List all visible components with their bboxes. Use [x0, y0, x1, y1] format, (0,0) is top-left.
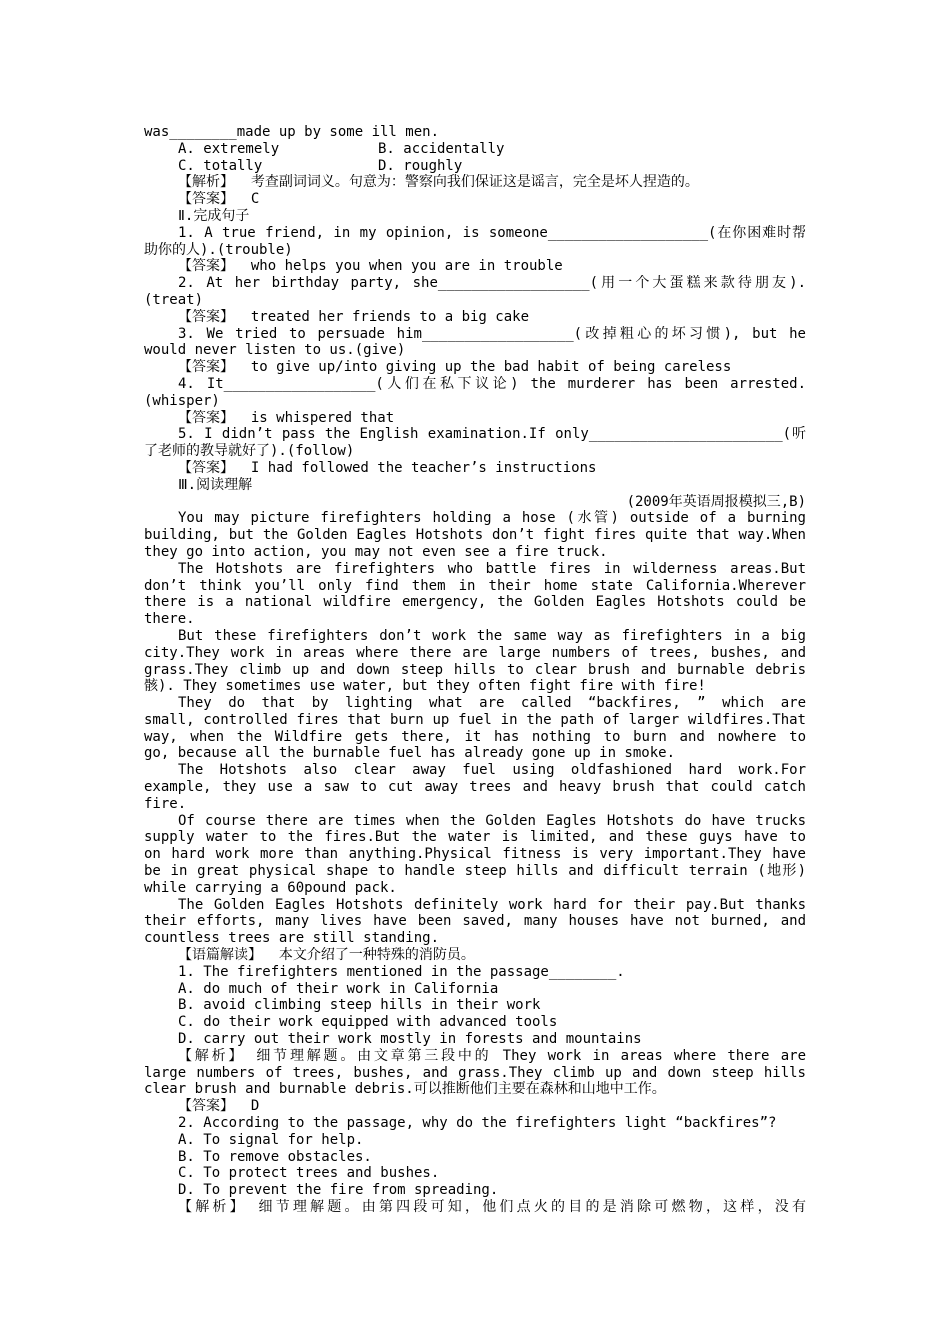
sentence-item-cont: 了老师的教导就好了).(follow)	[144, 443, 355, 460]
passage-line: building, but the Golden Eagles Hotshots don’t fight fires quite that way.When	[144, 527, 806, 544]
sentence-item: 4. It__________________(人们在私下议论) the murderer has been arrested.	[178, 375, 806, 392]
answer: 【答案】 D	[178, 1098, 260, 1115]
option-a: A. extremely	[178, 140, 280, 157]
passage-summary: 【语篇解读】 本文介绍了一种特殊的消防员。	[178, 947, 475, 964]
sentence-item-cont: would never listen to us.(give)	[144, 342, 406, 359]
option-d: D. To prevent the fire from spreading.	[178, 1182, 499, 1199]
passage-line: way, when the Wildfire gets there, it has nothing to burn and nowhere to	[144, 728, 806, 745]
option-row	[144, 141, 806, 158]
question-stem-tail: was________made up by some ill men.	[144, 124, 440, 140]
section-heading: Ⅱ.完成句子	[178, 207, 250, 224]
answer: 【答案】 is whispered that	[178, 409, 395, 426]
option-row	[144, 158, 806, 175]
passage-line: The Hotshots also clear away fuel using oldfashioned hard work.For	[178, 762, 806, 779]
passage-line: don’t think you’ll only find them in their home state California.Wherever	[144, 577, 806, 594]
answer: 【答案】 I had followed the teacher’s instructions	[178, 459, 597, 476]
sentence-item: 2. At her birthday party, she__________________(用一个大蛋糕来款待朋友).	[178, 275, 806, 292]
passage-line: example, they use a saw to cut away trees and heavy brush that could catch	[144, 779, 806, 796]
passage-line: They do that by lighting what are called “backfires, ” which are	[178, 695, 806, 712]
passage-source: (2009年英语周报模拟三,B)	[626, 493, 806, 510]
passage-line: their efforts, many lives have been saved, many houses have not burned, and	[144, 913, 806, 930]
passage-line: Of course there are times when the Golden Eagles Hotshots do have trucks	[178, 812, 806, 829]
analysis: 【解析】 细节理解题。由第四段可知，他们点火的目的是消除可燃物，这样，没有	[178, 1199, 806, 1215]
question-stem: 1. The firefighters mentioned in the passage________.	[178, 963, 625, 980]
section-heading: Ⅲ.阅读理解	[178, 476, 253, 493]
option-b: B. To remove obstacles.	[178, 1148, 372, 1165]
sentence-item-cont: (treat)	[144, 291, 204, 308]
passage-line: You may picture firefighters holding a hose (水管) outside of a burning	[178, 510, 806, 527]
passage-line: they go into action, you may not even see a fire truck.	[144, 543, 608, 560]
passage-line: there.	[144, 611, 195, 628]
answer: 【答案】 treated her friends to a big cake	[178, 308, 530, 325]
passage-line: The Golden Eagles Hotshots definitely work hard for their pay.But thanks	[178, 896, 806, 913]
answer: 【答案】 who helps you when you are in trouble	[178, 258, 563, 275]
passage-line: there is a national wildfire emergency, the Golden Eagles Hotshots could be	[144, 594, 806, 611]
passage-line: grass.They climb up and down steep hills to clear brush and burnable debris	[144, 661, 806, 678]
option-a: A. do much of their work in California	[178, 980, 499, 997]
passage-line: small, controlled fires that burn up fuel in the path of larger wildfires.That	[144, 711, 806, 728]
sentence-item-cont: 助你的人).(trouble)	[144, 241, 293, 258]
passage-line: go, because all the burnable fuel has already gone up in smoke.	[144, 745, 676, 762]
passage-line: supply water to the fires.But the water is limited, and these guys have to	[144, 829, 806, 846]
option-b: B. avoid climbing steep hills in their work	[178, 997, 541, 1014]
option-d: D. carry out their work mostly in forests and mountains	[178, 1031, 642, 1048]
analysis: 【解析】 细节理解题。由文章第三段中的 They work in areas where there are	[178, 1047, 806, 1064]
passage-line: on hard work more than anything.Physical fitness is very important.They have	[144, 846, 806, 863]
passage-line: But these firefighters don’t work the same way as firefighters in a big	[178, 627, 806, 644]
option-c: C. do their work equipped with advanced tools	[178, 1014, 558, 1031]
passage-line: 骸). They sometimes use water, but they often fight fire with fire!	[144, 678, 706, 695]
passage-line: fire.	[144, 795, 187, 812]
analysis-cont: large numbers of trees, bushes, and grass.They climb up and down steep hills	[144, 1064, 806, 1081]
sentence-item: 1. A true friend, in my opinion, is someone___________________(在你困难时帮	[178, 224, 806, 241]
analysis-cont: clear brush and burnable debris.可以推断他们主要在森林和山地中工作。	[144, 1081, 666, 1098]
option-b: B. accidentally	[378, 140, 505, 157]
passage-line: The Hotshots are firefighters who battle fires in wilderness areas.But	[178, 560, 806, 577]
passage-line: be in great physical shape to handle steep hills and difficult terrain (地形)	[144, 863, 806, 880]
option-a: A. To signal for help.	[178, 1131, 364, 1148]
answer: 【答案】 to give up/into giving up the bad habit of being careless	[178, 359, 732, 376]
document-page	[144, 124, 806, 1216]
passage-line: countless trees are still standing.	[144, 930, 440, 947]
option-c: C. To protect trees and bushes.	[178, 1165, 440, 1182]
sentence-item-cont: (whisper)	[144, 392, 220, 409]
question-stem: 2. According to the passage, why do the firefighters light “backfires”?	[178, 1115, 777, 1132]
passage-line: city.They work in areas where there are large numbers of trees, bushes, and	[144, 644, 806, 661]
sentence-item: 3. We tried to persuade him__________________(改掉粗心的坏习惯), but he	[178, 325, 806, 342]
analysis: 【解析】 考查副词词义。句意为：警察向我们保证这是谣言，完全是坏人捏造的。	[178, 174, 699, 191]
option-d: D. roughly	[378, 157, 463, 174]
option-c: C. totally	[178, 157, 263, 174]
sentence-item: 5. I didn’t pass the English examination.If only_______________________(听	[178, 426, 806, 443]
answer: 【答案】 C	[178, 191, 260, 208]
passage-line: while carrying a 60pound pack.	[144, 879, 397, 896]
